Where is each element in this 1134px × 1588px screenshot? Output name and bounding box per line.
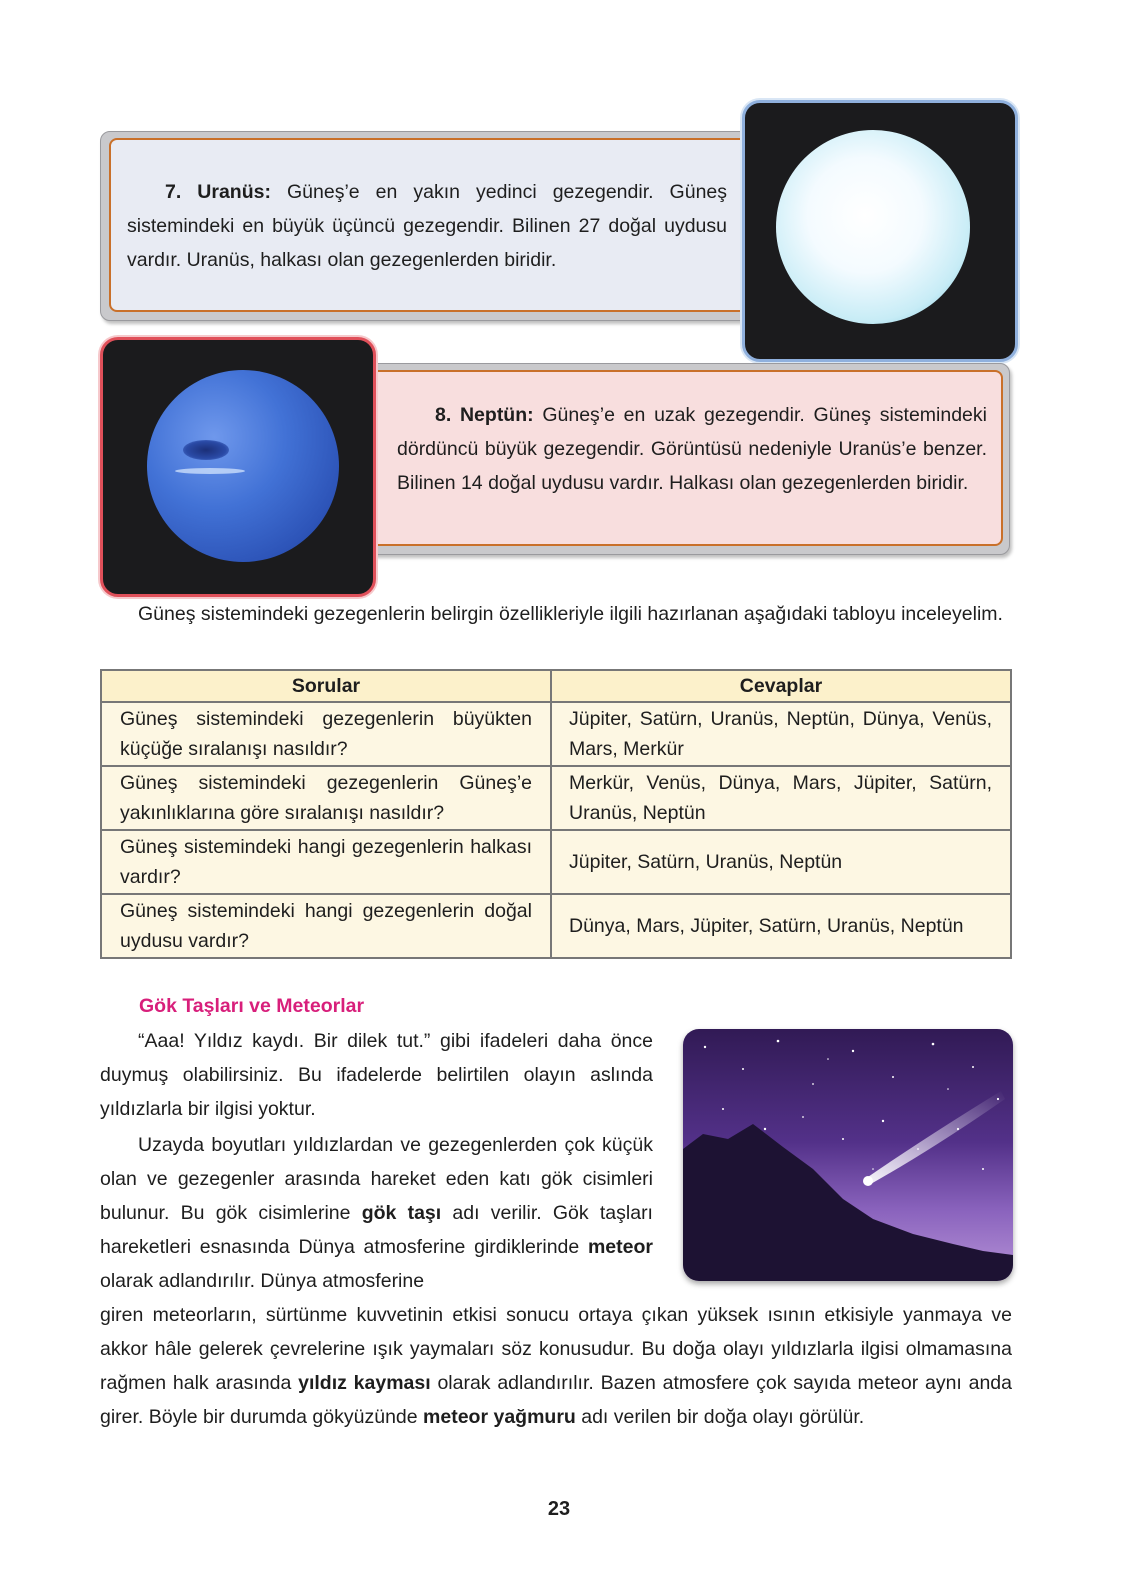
comet-tail xyxy=(865,1091,1005,1185)
table-intro xyxy=(100,597,1012,631)
term-meteor-yagmuru: meteor yağmuru xyxy=(423,1406,576,1428)
table-row xyxy=(101,830,1011,894)
uranus-photo xyxy=(742,100,1018,362)
answer-cell: Merkür, Venüs, Dünya, Mars, Jüpiter, Satürn, Uranüs, Neptün xyxy=(551,766,1011,830)
comet-night-sky-photo xyxy=(683,1029,1013,1281)
neptune-body: Güneş’e en uzak gezegendir. Güneş sistemindeki dördüncü büyük gezegendir. Görüntüsü nedeniyle Uranüs’e benzer. Bilinen 14 doğal uydusu vardır. Halkası olan gezegenlerden biridir. xyxy=(397,404,987,494)
neptune-description xyxy=(397,398,987,500)
header-questions: Sorular xyxy=(101,670,551,702)
uranus-planet-image xyxy=(776,130,970,324)
uranus-body: Güneş’e en yakın yedinci gezegendir. Güneş sistemindeki en büyük üçüncü gezegendir. Bilinen 27 doğal uydusu vardır. Uranüs, halkası olan gezegenlerden biridir. xyxy=(127,181,728,271)
header-answers: Cevaplar xyxy=(551,670,1011,702)
text-span: Uzayda boyutları yıldızlardan ve gezegenlerden çok küçük olan ve gezegenler arasında hareket eden katı gök cisimleri bulunur. Bu gök cisimlerine xyxy=(100,1134,653,1224)
paragraph-shooting-star-text: “Aaa! Yıldız kaydı. Bir dilek tut.” gibi ifadeleri daha önce duymuş olabilirsiniz. Bu ifadelerde belirtilen olayın aslında yıldızlarla bir ilgisi yoktur. xyxy=(100,1030,653,1120)
question-cell: Güneş sistemindeki hangi gezegenlerin halkası vardır? xyxy=(101,830,551,894)
term-gok-tasi: gök taşı xyxy=(361,1202,442,1224)
paragraph-shooting-star xyxy=(100,1024,653,1126)
neptune-dark-spot xyxy=(183,440,229,460)
question-cell: Güneş sistemindeki hangi gezegenlerin doğal uydusu vardır? xyxy=(101,894,551,958)
table-row xyxy=(101,766,1011,830)
section-title: Gök Taşları ve Meteorlar xyxy=(139,995,365,1017)
text-span: adı verilir. Gök taşları hareketleri esnasında Dünya atmosferine girdiklerinde xyxy=(100,1202,653,1258)
comet-head xyxy=(863,1176,873,1186)
mountain-silhouette xyxy=(683,1124,1013,1281)
neptune-planet-image xyxy=(147,370,339,562)
table-row xyxy=(101,702,1011,766)
table-header-row xyxy=(101,670,1011,702)
text-span: adı verilen bir doğa olayı görülür. xyxy=(575,1406,865,1428)
table-intro-text: Güneş sistemindeki gezegenlerin belirgin özellikleriyle ilgili hazırlanan aşağıdaki tabloyu inceleyelim. xyxy=(138,603,1003,625)
answer-cell: Dünya, Mars, Jüpiter, Satürn, Uranüs, Neptün xyxy=(551,894,1011,958)
neptune-photo xyxy=(100,337,376,597)
question-cell: Güneş sistemindeki gezegenlerin büyükten küçüğe sıralanışı nasıldır? xyxy=(101,702,551,766)
neptune-heading: 8. Neptün: xyxy=(435,404,534,426)
page-number: 23 xyxy=(547,1498,571,1520)
paragraph-meteors-wrapped-part xyxy=(100,1128,653,1298)
comet-illustration xyxy=(683,1029,1013,1281)
answer-cell: Jüpiter, Satürn, Uranüs, Neptün, Dünya, Venüs, Mars, Merkür xyxy=(551,702,1011,766)
planets-qa-table xyxy=(100,669,1012,959)
text-span: olarak adlandırılır. Bazen atmosfere çok sayıda meteor aynı anda girer. Böyle bir durumda gökyüzünde xyxy=(100,1372,1012,1428)
uranus-description xyxy=(127,175,727,277)
uranus-heading: 7. Uranüs: xyxy=(165,181,271,203)
text-span: olarak adlandırılır. Dünya atmosferine xyxy=(100,1270,425,1292)
neptune-cloud-band xyxy=(175,468,245,474)
answer-cell: Jüpiter, Satürn, Uranüs, Neptün xyxy=(551,830,1011,894)
term-yildiz-kaymasi: yıldız kayması xyxy=(298,1372,431,1394)
term-meteor: meteor xyxy=(587,1236,653,1258)
table-row xyxy=(101,894,1011,958)
question-cell: Güneş sistemindeki gezegenlerin Güneş’e yakınlıklarına göre sıralanışı nasıldır? xyxy=(101,766,551,830)
text-span: giren meteorların, sürtünme kuvvetinin etkisi sonucu ortaya çıkan yüksek ısının etkisiyle yanmaya ve akkor hâle gelerek çevrelerine ışık yaymaları söz konusudur. Bu doğa olayı yıldızlarla ilgisi olmamasına rağmen halk arasında xyxy=(100,1304,1012,1394)
